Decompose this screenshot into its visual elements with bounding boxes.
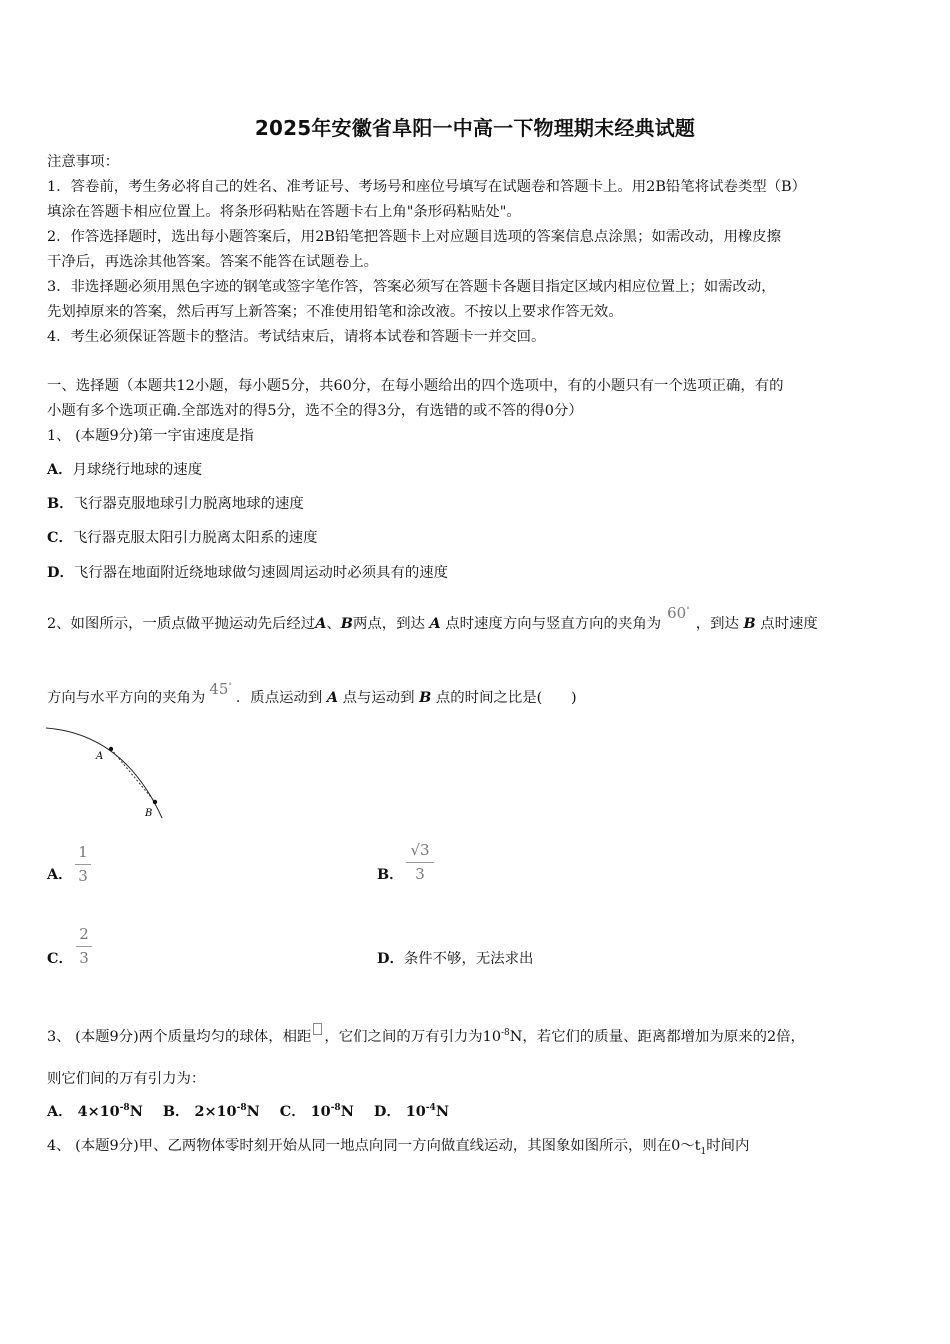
q2-stem-1b: 两点，到达 <box>352 616 425 632</box>
q3-stem-line-2: 则它们间的万有引力为： <box>47 1071 206 1087</box>
q3-option-c-base: 10 <box>310 1103 331 1120</box>
section-line-2: 小题有多个选项正确.全部选对的得5分，选不全的得3分，有选错的或不答的得0分） <box>47 403 583 419</box>
q1-option-c[interactable] <box>47 529 318 547</box>
fig-label-a: A <box>96 751 104 762</box>
q2-option-b-fraction <box>406 841 434 883</box>
q3-option-c-exp: -8 <box>330 1103 341 1114</box>
q1-option-a[interactable] <box>47 461 202 479</box>
q3-option-b[interactable] <box>163 1103 260 1120</box>
q2-stem-2a: 方向与水平方向的夹角为 <box>47 690 206 706</box>
q4-subscript: 1 <box>700 1146 707 1157</box>
notice-line-1b: 填涂在答题卡相应位置上。将条形码粘贴在答题卡右上角"条形码粘贴处"。 <box>47 204 521 220</box>
q2-stem-1a: 2、如图所示，一质点做平抛运动先后经过 <box>47 616 316 632</box>
q3-option-b-label: B． <box>162 1103 190 1120</box>
point-b-dot <box>153 800 157 804</box>
q2-stem-1d: ，到达 <box>695 616 739 632</box>
q4-stem-tail: 时间内 <box>706 1138 750 1154</box>
q2-option-a-fraction <box>75 843 91 885</box>
q2-option-d-text: 条件不够，无法求出 <box>403 951 534 967</box>
q3-option-c-unit: N <box>340 1103 354 1120</box>
q2-option-a-den: 3 <box>78 867 88 885</box>
q2-sep: 、 <box>326 616 341 632</box>
q2-option-d-label: D． <box>377 950 404 967</box>
q3-stem-1b: ，它们之间的万有引力为10 <box>324 1028 501 1045</box>
q1-option-d[interactable] <box>47 564 448 582</box>
q3-option-a-base: 4×10 <box>77 1103 120 1120</box>
point-a-dot <box>109 747 113 751</box>
q2-point-b: B <box>340 615 353 632</box>
q2-option-c-num: 2 <box>79 925 89 943</box>
q1-option-d-text: 飞行器在地面附近绕地球做匀速圆周运动时必须具有的速度 <box>73 565 449 581</box>
q2-option-b-den: 3 <box>415 865 425 883</box>
q3-stem-1c: N，若它们的质量、距离都增加为原来的2倍， <box>509 1028 805 1045</box>
q2-angle-60: 60° <box>667 604 690 622</box>
q3-option-c[interactable] <box>280 1103 354 1120</box>
q2-point-b-2: B <box>743 615 756 632</box>
notice-line-3b: 先划掉原来的答案，然后再写上新答案；不准使用铅笔和涂改液。不按以上要求作答无效。 <box>47 304 623 320</box>
notice-line-1a: 1．答卷前，考生务必将自己的姓名、准考证号、考场号和座位号填写在试题卷和答题卡上。用2B铅笔将试卷类型（B） <box>47 179 806 195</box>
q2-point-b-3: B <box>419 689 432 706</box>
q3-option-d-label: D． <box>373 1103 401 1120</box>
q1-option-a-text: 月球绕行地球的速度 <box>72 462 203 478</box>
q3-option-d-unit: N <box>435 1103 449 1120</box>
q1-option-a-label: A． <box>47 461 73 478</box>
q4-stem <box>47 1137 749 1155</box>
q2-stem-2b: ．质点运动到 <box>235 690 323 706</box>
q3-option-b-exp: -8 <box>236 1103 247 1114</box>
q3-option-a-exp: -8 <box>119 1103 130 1114</box>
q2-option-d[interactable] <box>377 950 533 968</box>
q2-option-c-label[interactable]: C． <box>47 950 73 967</box>
q1-option-c-text: 飞行器克服太阳引力脱离太阳系的速度 <box>72 530 318 546</box>
q2-stem-2c: 点与运动到 <box>342 690 415 706</box>
notice-line-3a: 3．非选择题必须用黑色字迹的钢笔或签字笔作答，答案必须写在答题卡各题目指定区域内相应位置上；如需改动， <box>47 279 776 295</box>
q3-option-b-unit: N <box>246 1103 260 1120</box>
q1-option-d-label: D． <box>47 564 74 581</box>
q2-stem-2d: 点的时间之比是( ) <box>435 690 577 706</box>
q2-stem-line-2 <box>47 680 577 707</box>
q2-stem-line-1 <box>47 604 818 633</box>
q2-option-b-num: √3 <box>410 841 430 859</box>
q1-option-c-label: C． <box>47 529 73 546</box>
notice-heading: 注意事项： <box>47 154 119 170</box>
q2-stem-1c: 点时速度方向与竖直方向的夹角为 <box>445 616 662 632</box>
q4-stem-text: 4、 (本题9分)甲、乙两物体零时刻开始从同一地点向同一方向做直线运动，其图象如图所示，则在0～t <box>47 1138 701 1154</box>
q3-option-d[interactable] <box>374 1103 449 1120</box>
q1-option-b-text: 飞行器克服地球引力脱离地球的速度 <box>73 496 304 512</box>
q2-option-a-num: 1 <box>78 843 88 861</box>
page-title: 2025年安徽省阜阳一中高一下物理期末经典试题 <box>254 116 696 140</box>
q2-angle-45-value: 45 <box>209 680 229 698</box>
q3-option-a-unit: N <box>129 1103 143 1120</box>
q3-option-b-base: 2×10 <box>194 1103 237 1120</box>
q1-option-b[interactable] <box>47 495 304 513</box>
q2-option-a-label[interactable]: A． <box>47 866 73 883</box>
q2-point-a-2: A <box>429 615 441 632</box>
q3-option-d-exp: -4 <box>425 1103 436 1114</box>
q2-point-a: A <box>315 615 327 632</box>
q3-stem-1a: 3、 (本题9分)两个质量均匀的球体，相距 <box>47 1028 312 1045</box>
q2-option-b-label[interactable]: B． <box>377 866 404 883</box>
q2-point-a-3: A <box>326 689 339 706</box>
notice-line-2a: 2．作答选择题时，选出每小题答案后，用2B铅笔把答题卡上对应题目选项的答案信息点涂黑；如需改动，用橡皮擦 <box>47 229 782 245</box>
q3-exp-1: -8 <box>500 1028 510 1038</box>
notice-line-2b: 干净后，再选涂其他答案。答案不能答在试题卷上。 <box>47 254 378 270</box>
q2-trajectory-figure <box>44 722 174 822</box>
q3-option-d-base: 10 <box>405 1103 426 1120</box>
q3-options <box>47 1103 449 1121</box>
q2-angle-45: 45° <box>209 680 232 698</box>
missing-symbol-box <box>313 1023 322 1035</box>
q3-option-c-label: C． <box>279 1103 306 1120</box>
q2-stem-1e: 点时速度 <box>760 616 818 632</box>
q3-stem-line-1 <box>47 1023 805 1046</box>
q1-option-b-label: B． <box>47 495 74 512</box>
q3-option-a-label: A． <box>47 1103 73 1120</box>
q3-option-a[interactable] <box>47 1103 143 1120</box>
q2-option-c-fraction <box>76 925 92 967</box>
q2-angle-60-value: 60 <box>667 604 687 622</box>
fig-label-b: B <box>145 808 153 819</box>
q1-stem: 1、 (本题9分)第一宇宙速度是指 <box>47 428 254 444</box>
notice-line-4: 4．考生必须保证答题卡的整洁。考试结束后，请将本试卷和答题卡一并交回。 <box>47 329 546 345</box>
section-line-1: 一、选择题（本题共12小题，每小题5分，共60分，在每小题给出的四个选项中，有的小题只有一个选项正确，有的 <box>47 378 784 394</box>
q2-option-c-den: 3 <box>79 949 89 967</box>
trajectory-curve <box>46 728 162 818</box>
